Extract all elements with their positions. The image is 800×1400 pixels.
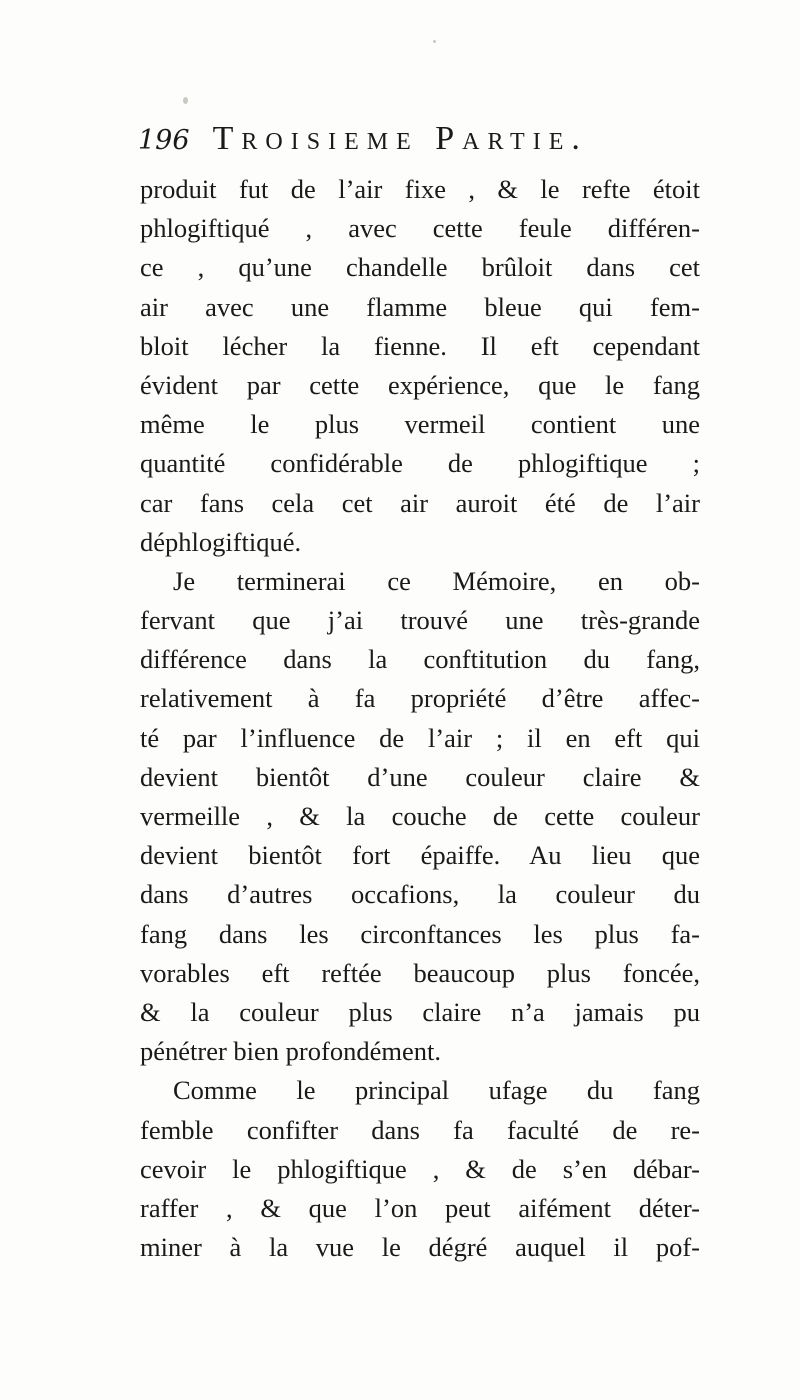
text-line: différence dans la conftitution du fang, [140,644,700,675]
text-line: produit fut de l’air fixe , & le refte étoit [140,174,700,204]
text-line: relativement à fa propriété d’être affec- [140,683,700,714]
text-line: té par l’influence de l’air ; il en eft qui [140,722,700,753]
text-line: même le plus vermeil contient une [140,409,700,440]
text-line: femble confifter dans fa faculté de re- [140,1114,700,1145]
text-line: devient bientôt fort épaiffe. Au lieu que [140,840,700,871]
text-line: vorables eft reftée beaucoup plus foncée, [140,957,700,988]
paper-speck [433,40,436,43]
paragraph-first-line: Comme le principal ufage du fang [173,1075,700,1106]
text-line: quantité confidérable de phlogiftique ; [140,448,700,479]
running-head: Troisieme Partie. [212,120,588,157]
paper-speck [183,97,188,104]
text-line: car fans cela cet air auroit été de l’air [140,487,700,518]
text-line: ce , qu’une chandelle brûloit dans cet [140,252,700,283]
text-line: dans d’autres occafions, la couleur du [140,879,700,910]
text-line: raffer , & que l’on peut aifément déter- [140,1192,700,1223]
text-line: fervant que j’ai trouvé une très-grande [140,605,700,636]
paragraph-first-line: Je terminerai ce Mémoire, en ob- [173,565,700,596]
text-line: & la couleur plus claire n’a jamais pu [140,996,700,1027]
text-line: cevoir le phlogiftique , & de s’en débar- [140,1153,700,1184]
text-line: bloit lécher la fienne. Il eft cependant [140,330,700,361]
text-line: vermeille , & la couche de cette couleur [140,801,700,831]
text-line: devient bientôt d’une couleur claire & [140,761,700,792]
page-number: 196 [138,125,190,156]
text-line: fang dans les circonftances les plus fa- [140,918,700,949]
text-line: air avec une flamme bleue qui fem- [140,291,700,322]
body-text [140,170,700,1267]
text-line: évident par cette expérience, que le fang [140,369,700,400]
text-line: déphlogiftiqué. [140,526,302,557]
text-line: miner à la vue le dégré auquel il pof- [140,1232,700,1263]
page-header [138,120,698,166]
text-line: phlogiftiqué , avec cette feule différen- [140,213,700,244]
text-line: pénétrer bien profondément. [140,1036,441,1067]
